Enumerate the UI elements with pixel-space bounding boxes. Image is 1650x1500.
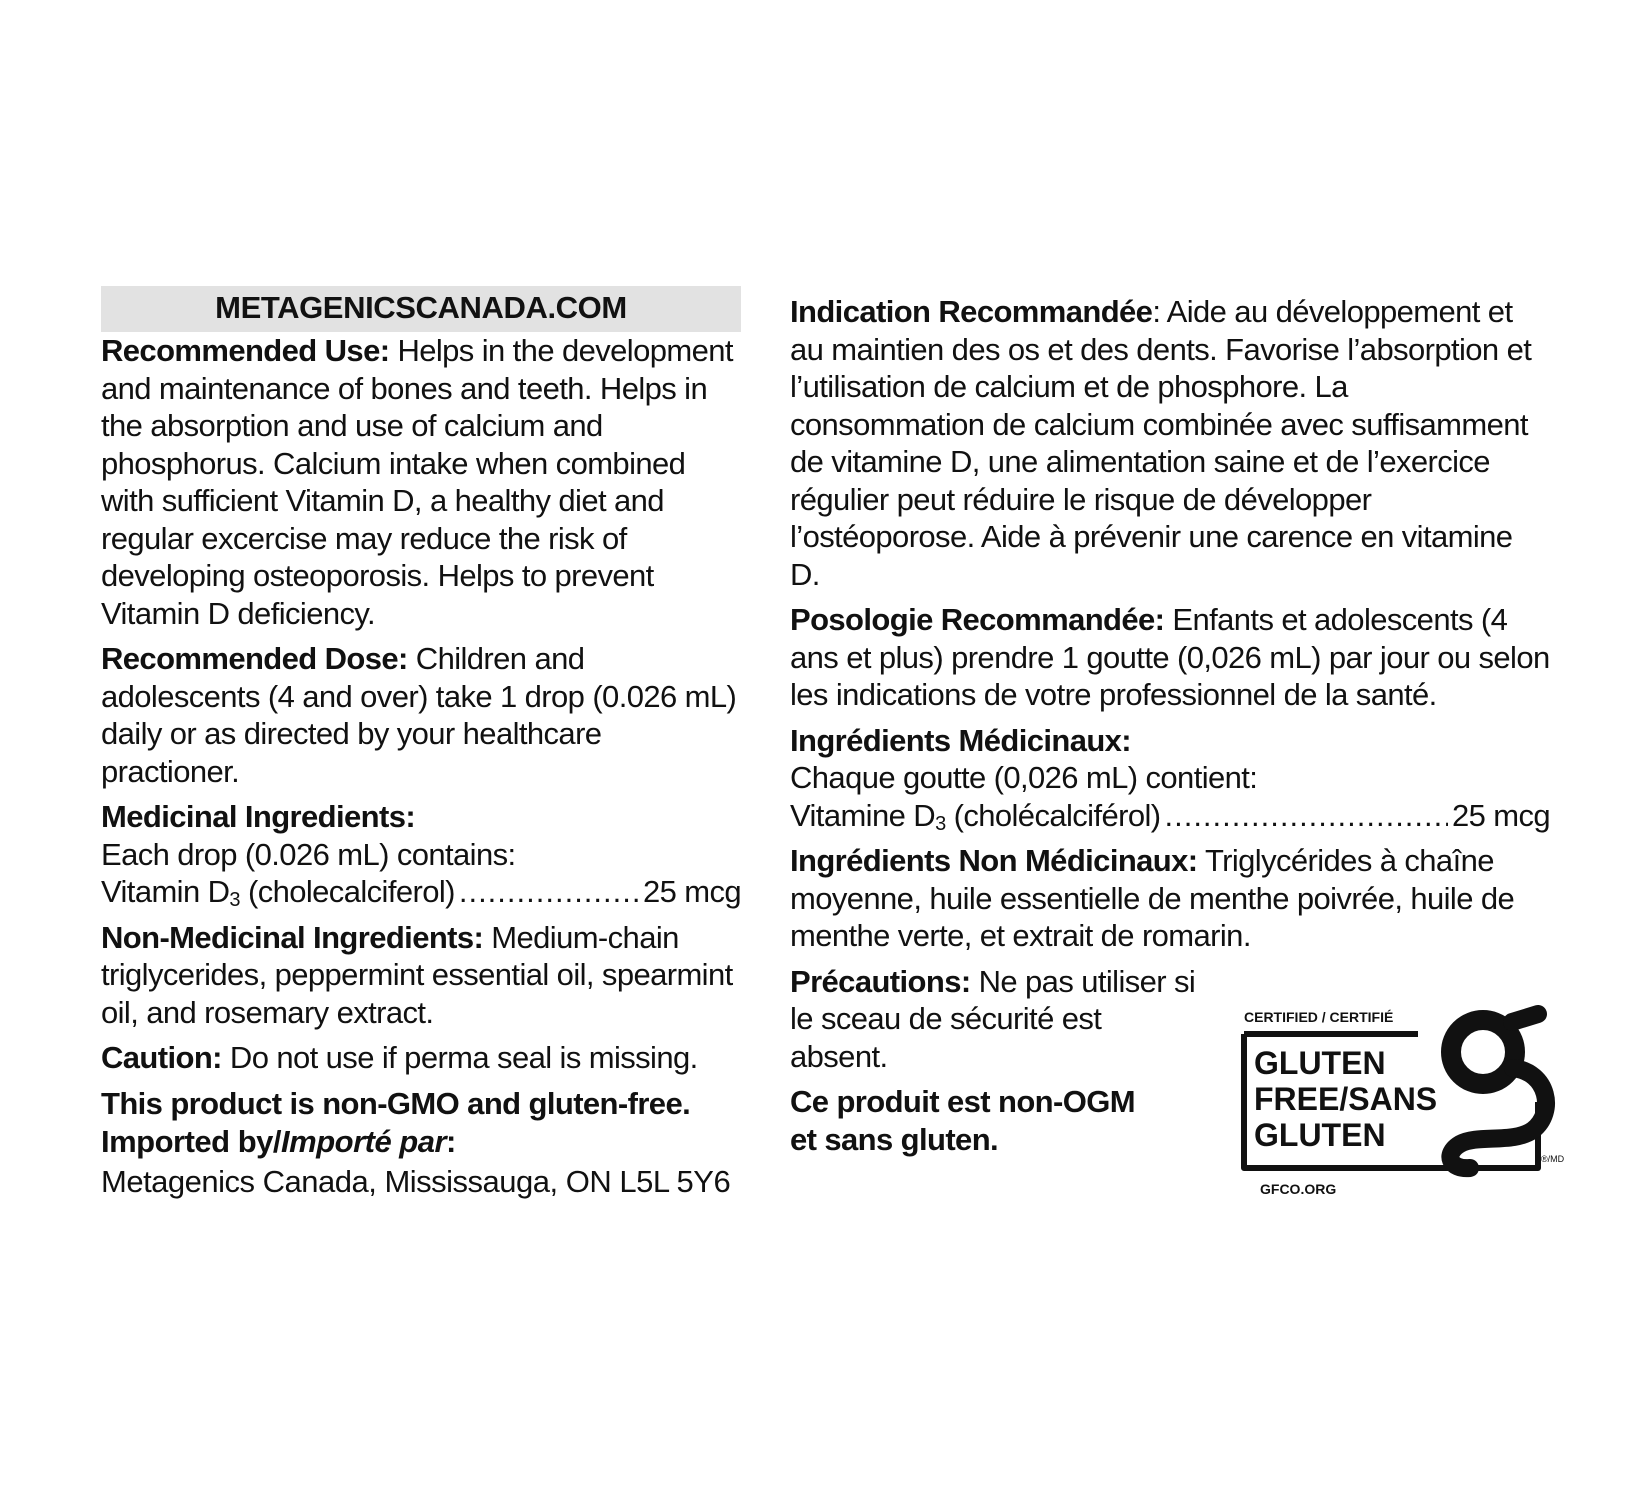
posologie-section [790,601,1550,714]
gluten-free-badge [1238,1002,1574,1202]
non-medicinal-ingredients-label: Non-Medicinal Ingredients: [101,919,484,955]
ingredients-non-medicinaux-text: Triglycérides à chaîne moyenne, huile essentielle de menthe poivrée, huile de menthe verte, et extrait de romarin. [790,843,1515,953]
recommended-dose-section [101,640,741,790]
caution-section [101,1039,741,1077]
ingredient-row-fr [790,797,1550,835]
medicinal-ingredients-intro: Each drop (0.026 mL) contains: [101,836,516,872]
badge-line2: FREE/SANS [1254,1081,1438,1117]
dot-leader [459,873,639,911]
ingredient-row [101,873,741,911]
recommended-use-section [101,332,741,632]
ingredients-medicinaux-section [790,722,1550,835]
gfco-g-logo-icon [1450,1014,1546,1168]
ingredient-amount-fr: 25 mcg [1451,797,1550,833]
medicinal-ingredients-label: Medicinal Ingredients: [101,799,416,834]
importe-par-label: Importé par [281,1124,447,1159]
non-medicinal-ingredients-section [101,919,741,1032]
recommended-dose-label: Recommended Dose: [101,641,408,676]
non-gmo-claim: This product is non-GMO and gluten-free. [101,1085,691,1121]
ingredient-name: Vitamin $D_3$ (cholecalciferol) [101,874,455,911]
claim-section-fr [790,1083,1150,1158]
medicinal-ingredients-section [101,798,741,911]
website-banner: METAGENICSCANADA.COM [101,286,741,332]
recommended-use-text: Helps in the development and maintenance of bones and teeth. Helps in the absorption and use of calcium and phosphorus. Calcium intake when combined with sufficient Vitamin D, a healthy diet and regular excercise may reduce the risk of developing osteoporosis. Helps to prevent Vitamin D deficiency. [101,333,733,631]
imported-by-label: Imported by/ [101,1124,282,1159]
claim-section [101,1085,741,1123]
ingredients-non-medicinaux-label: Ingrédients Non Médicinaux: [790,843,1198,878]
badge-line1: GLUTEN [1254,1045,1386,1081]
posologie-label: Posologie Recommandée: [790,602,1165,637]
caution-text: Do not use if perma seal is missing. [221,1040,698,1075]
badge-certified-text: CERTIFIED / CERTIFIÉ [1244,1009,1394,1025]
ingredient-name-fr: Vitamine $D_3$ (cholécalciférol) [790,797,1161,835]
english-column [101,286,741,1130]
precautions-text: Ne pas utiliser si le sceau de sécurité est absent. [790,963,1196,1074]
recommended-use-label: Recommended Use: [101,333,390,368]
badge-registered-mark: ®/MD [1541,1154,1565,1164]
importer-address: Metagenics Canada, Mississauga, ON L5L 5Y6 [101,1164,731,1199]
ingredient-amount: 25 mcg [642,874,741,909]
badge-url: GFCO.ORG [1260,1181,1337,1197]
precautions-label: Précautions: [790,963,971,999]
caution-label: Caution: [101,1040,222,1075]
badge-line3: GLUTEN [1254,1117,1386,1153]
non-medicinal-ingredients-text: Medium-chain triglycerides, peppermint essential oil, spearmint oil, and rosemary extract. [101,919,733,1030]
importer-section: Imported by/Importé par: Metagenics Canada, Mississauga, ON L5L 5Y6 [101,1122,730,1202]
ingredients-non-medicinaux-section [790,842,1550,955]
recommended-dose-text: Children and adolescents (4 and over) take 1 drop (0.026 mL) daily or as directed by your healthcare practioner. [101,641,737,789]
non-ogm-claim: Ce produit est non-OGM et sans gluten. [790,1084,1135,1157]
indication-text: : Aide au développement et au maintien des os et des dents. Favorise l’absorption et l’utilisation de calcium et de phosphore. La consommation de calcium combinée avec suffisamment de vitamine D, une alimentation saine et de l’exercice régulier peut réduire le risque de développer l’ostéoporose. Aide à prévenir une carence en vitamine D. [790,294,1532,592]
precautions-section [790,963,1200,1076]
ingredients-medicinaux-label: Ingrédients Médicinaux: [790,722,1132,758]
indication-label: Indication Recommandée [790,294,1153,329]
indication-section [790,293,1550,593]
posologie-text: Enfants et adolescents (4 ans et plus) prendre 1 goutte (0,026 mL) par jour ou selon les indications de votre professionnel de la santé. [790,602,1550,712]
ingredients-medicinaux-intro: Chaque goutte (0,026 mL) contient: [790,760,1258,795]
dot-leader-fr [1164,797,1447,835]
